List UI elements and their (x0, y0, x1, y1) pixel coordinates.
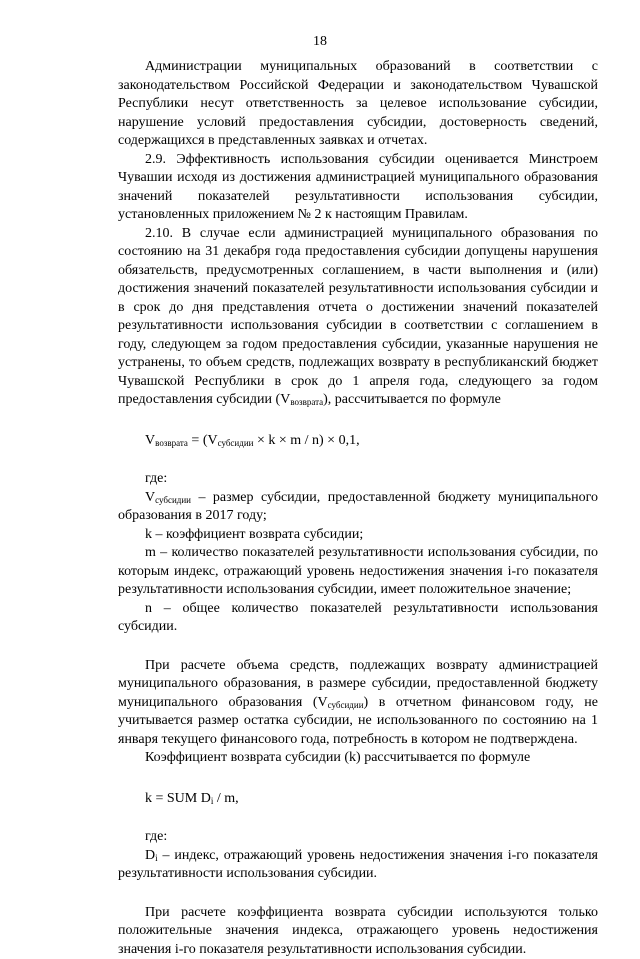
paragraph-2-9: 2.9. Эффективность использования субсидии оценивается Минстроем Чувашии исходя из достижения администрацией муниципального образования значений показателей результативности использования субсидии, установленных приложением № 2 к настоящим Правилам. (118, 151, 598, 225)
definition-d-text: – индекс, отражающий уровень недостижения значения i-го показателя результативности использования субсидии. (118, 848, 598, 882)
definition-v-subsidii (118, 489, 598, 526)
paragraph-2-10-tail: ), рассчитывается по формуле (323, 392, 501, 407)
definition-d (118, 847, 598, 884)
paragraph-2-10-text: 2.10. В случае если администрацией муниципального образования по состоянию на 31 декабря года предоставления субсидии допущены нарушения обязательств, предусмотренных соглашением, в части выполнения и (или) достижения значений показателей результативности использования субсидии и в срок до дня представления отчета о достижении значений показателей результативности использования субсидии в соответствии с соглашением в году, следующем за годом предоставления субсидии, указанные нарушения не устранены, то объем средств, подлежащих возврату в республиканский бюджет Чувашской Республики в срок до 1 апреля года, следующего за годом предоставления субсидии (V (118, 226, 598, 408)
definition-k: k – коэффициент возврата субсидии; (118, 526, 598, 545)
paragraph-responsibility: Администрации муниципальных образований в соответствии с законодательством Российской Федерации и законодательством Чувашской Республики несут ответственность за целевое использование субсидии, нарушение условий предоставления субсидии, достоверность сведений, содержащихся в представленных заявках и отчетах. (118, 58, 598, 151)
paragraph-remainder-text: При расчете объема средств, подлежащих возврату администрацией муниципального образования, в размере субсидии, предоставленной бюджету муниципального образования (V (118, 658, 598, 710)
remainder-subscript-subsidii: субсидии (328, 700, 364, 710)
formula-part-end: × k × m / n) × 0,1, (253, 433, 359, 448)
page-number: 18 (0, 34, 640, 50)
formula-subscript-subsidii: субсидии (218, 438, 254, 448)
paragraph-remainder-tail: ) в отчетном финансовом году, не учитывается размер остатка субсидии, не использованного по состоянию на 1 января текущего финансового года, потребность в котором не подтверждена. (118, 695, 598, 747)
definition-subscript-i: i (155, 853, 158, 863)
where-label-2: где: (118, 828, 598, 847)
formula-return-volume (118, 432, 598, 451)
formula-coefficient (118, 790, 598, 809)
formula-part: = (V (188, 433, 218, 448)
formula-symbol-v: V (145, 433, 155, 448)
document-body (118, 58, 598, 959)
where-label-1: где: (118, 470, 598, 489)
paragraph-positive-values: При расчете коэффициента возврата субсидии используются только положительные значения индекса, отражающего уровень недостижения значения i-го показателя результативности использования субсидии. (118, 904, 598, 959)
definition-v-text: – размер субсидии, предоставленной бюджету муниципального образования в 2017 году; (118, 490, 598, 524)
definition-m: m – количество показателей результативности использования субсидии, по которым индекс, отражающий уровень недостижения значения i-го показателя результативности использования субсидии, имеет положительное значение; (118, 544, 598, 600)
paragraph-coefficient-intro: Коэффициент возврата субсидии (k) рассчитывается по формуле (118, 749, 598, 768)
definition-symbol-v: V (145, 490, 155, 505)
formula-k-part: k = SUM D (145, 791, 211, 806)
formula-subscript-i: i (211, 796, 214, 806)
formula-subscript-vozvrata: возврата (155, 438, 188, 448)
subscript-vozvrata: возврата (290, 397, 323, 407)
definition-subscript-subsidii: субсидии (155, 495, 191, 505)
definition-symbol-d: D (145, 848, 155, 863)
paragraph-2-10 (118, 225, 598, 410)
formula-k-end: / m, (213, 791, 238, 806)
definition-n: n – общее количество показателей результативности использования субсидии. (118, 600, 598, 637)
paragraph-remainder (118, 657, 598, 750)
